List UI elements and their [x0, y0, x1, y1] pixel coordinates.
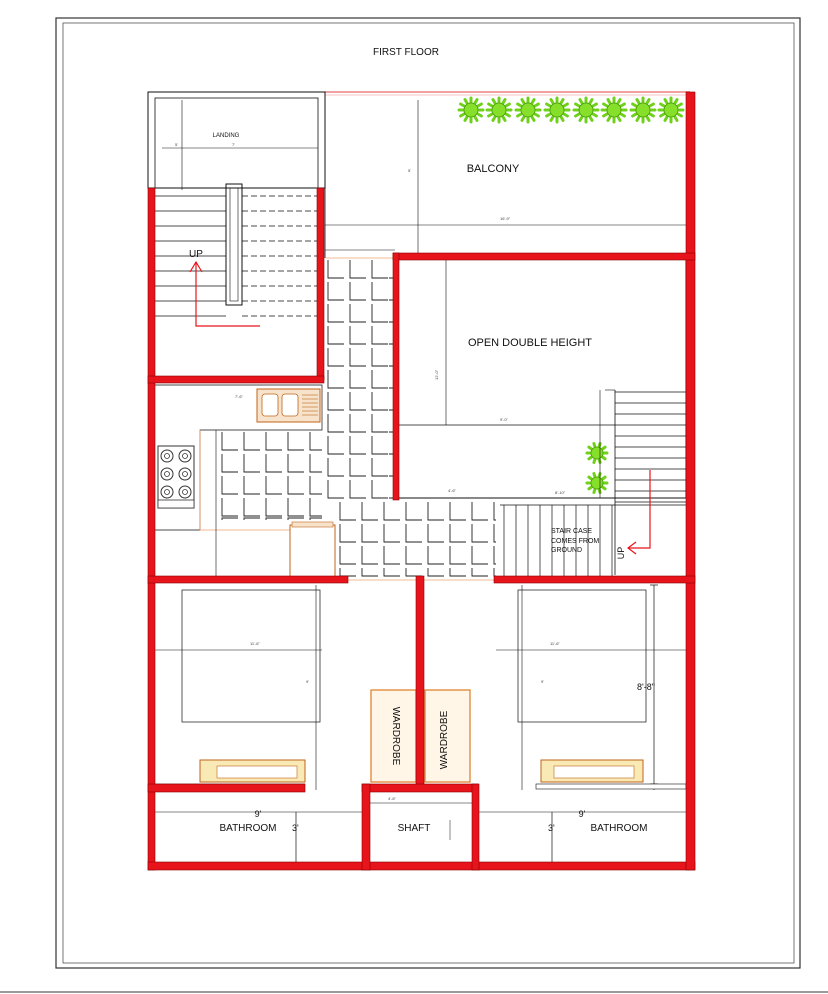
bathroom-right-label: BATHROOM — [590, 823, 648, 834]
plant-icon — [659, 98, 683, 122]
stair-up-label-right: UP — [616, 546, 626, 560]
svg-text:4'-6": 4'-6" — [448, 488, 456, 493]
svg-text:3': 3' — [548, 823, 555, 833]
staircase-note-line3: GROUND — [551, 547, 583, 554]
staircase-note-line2: COMES FROM — [551, 538, 600, 545]
plant-icon — [574, 98, 598, 122]
refrigerator — [290, 522, 335, 577]
landing-area — [148, 92, 325, 190]
svg-text:11'-6": 11'-6" — [250, 641, 260, 646]
svg-text:9': 9' — [541, 679, 544, 684]
shaft-label: SHAFT — [397, 823, 431, 834]
bathroom-left-label: BATHROOM — [219, 823, 277, 834]
stair-left — [155, 184, 317, 316]
bathroom-left — [155, 809, 362, 862]
bathroom-right — [478, 809, 686, 862]
plant-icon — [587, 443, 607, 462]
stair-up-arrow-left — [196, 262, 260, 326]
kitchen-stove — [158, 446, 194, 508]
svg-text:9': 9' — [306, 679, 309, 684]
open-double-height-area — [398, 258, 686, 575]
svg-text:12'-0": 12'-0" — [434, 369, 439, 380]
plant-icon — [487, 98, 511, 122]
plant-icon — [516, 98, 540, 122]
plant-icon — [459, 98, 483, 122]
svg-text:5': 5' — [175, 142, 178, 147]
svg-text:5': 5' — [408, 168, 411, 173]
wardrobe-right — [425, 690, 470, 782]
staircase-note-line1: STAIR CASE — [551, 528, 593, 535]
svg-text:WARDROBE: WARDROBE — [390, 706, 401, 766]
balcony-label: BALCONY — [466, 163, 520, 175]
svg-text:7'-6": 7'-6" — [235, 394, 243, 399]
plant-icon — [631, 98, 655, 122]
stair-up-label-left: UP — [189, 249, 203, 260]
bedroom-left — [155, 585, 322, 790]
svg-text:9': 9' — [254, 809, 262, 819]
bedroom-right-height-dim: 8'-8" — [637, 682, 655, 692]
svg-text:9': 9' — [578, 809, 586, 819]
svg-text:WARDROBE: WARDROBE — [439, 710, 450, 770]
svg-text:3': 3' — [292, 823, 299, 833]
wardrobe-left — [371, 690, 416, 782]
landing-label: LANDING — [212, 133, 240, 139]
kitchen-sink — [257, 389, 320, 422]
plant-icon — [602, 98, 626, 122]
stair-up-arrow-right — [628, 470, 650, 548]
svg-text:7': 7' — [232, 142, 235, 147]
plant-icon — [545, 98, 569, 122]
drawing-title: FIRST FLOOR — [373, 47, 439, 58]
balcony-plants — [459, 98, 683, 493]
bedroom-right — [496, 585, 686, 790]
svg-text:9'-0": 9'-0" — [500, 417, 508, 422]
svg-text:11'-6": 11'-6" — [550, 641, 560, 646]
svg-text:16'-9": 16'-9" — [500, 216, 511, 221]
open-double-height-label: OPEN DOUBLE HEIGHT — [467, 337, 593, 349]
svg-text:4'-6": 4'-6" — [388, 796, 396, 801]
svg-text:8'-10": 8'-10" — [555, 490, 566, 495]
plant-icon — [587, 473, 607, 492]
shaft — [370, 796, 472, 840]
